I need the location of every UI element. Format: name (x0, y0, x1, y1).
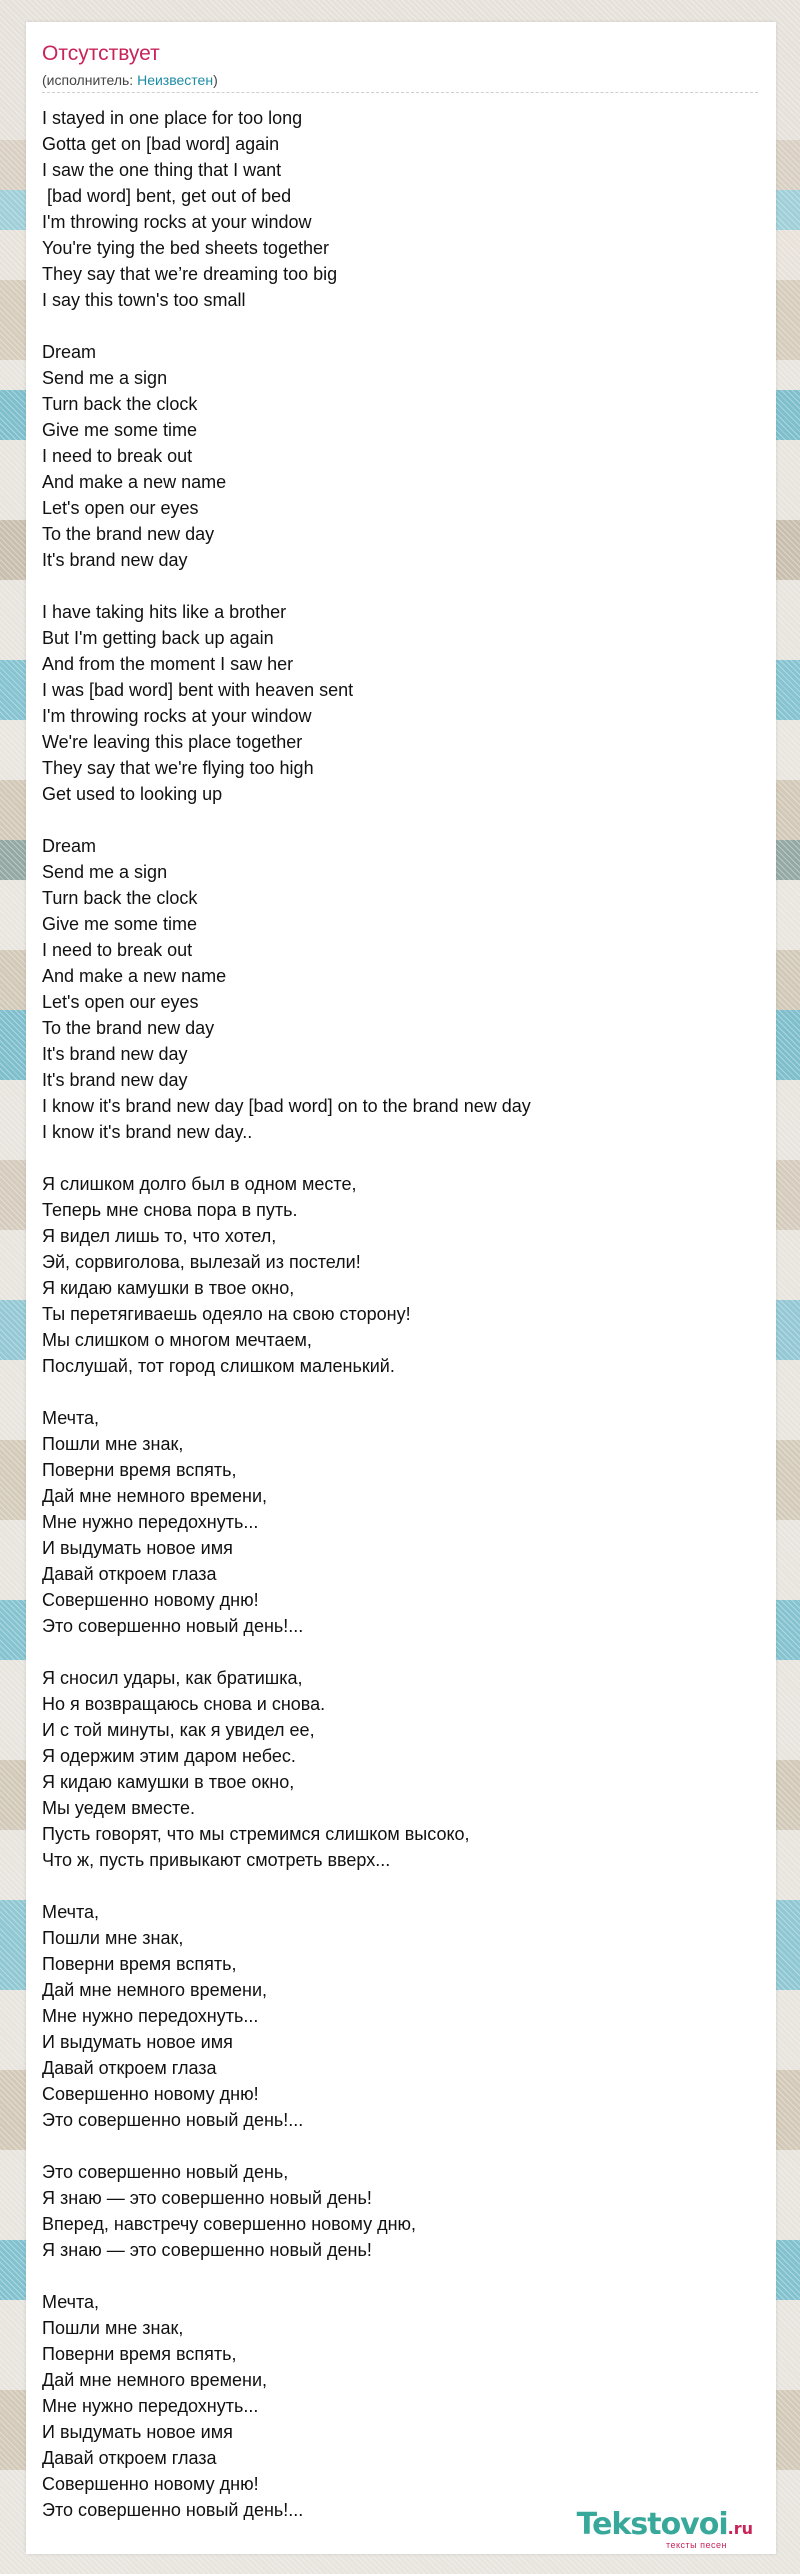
lyric-line: Поверни время вспять, (42, 1954, 237, 1974)
stanza-gap (42, 573, 758, 599)
lyrics-text (42, 105, 758, 2523)
lyric-line: I'm throwing rocks at your window (42, 706, 312, 726)
lyric-line: Я слишком долго был в одном месте, (42, 1174, 357, 1194)
lyric-line: Мечта, (42, 1408, 100, 1428)
stanza-gap (42, 1873, 758, 1899)
lyric-line: Пусть говорят, что мы стремимся слишком высоко, (42, 1824, 470, 1844)
lyric-line: Gotta get on [bad word] again (42, 134, 280, 154)
lyric-line: Let's open our eyes (42, 992, 199, 1012)
lyric-line: I need to break out (42, 940, 193, 960)
lyric-line: I stayed in one place for too long (42, 108, 303, 128)
lyric-line: Let's open our eyes (42, 498, 199, 518)
lyric-line: Давай откроем глаза (42, 2058, 217, 2078)
stanza-gap (42, 1379, 758, 1405)
lyric-line: [bad word] bent, get out of bed (42, 186, 292, 206)
lyric-line: Эй, сорвиголова, вылезай из постели! (42, 1252, 361, 1272)
lyric-line: Я видел лишь то, что хотел, (42, 1226, 277, 1246)
logo-name: Tekstovoi (576, 2507, 728, 2542)
lyric-line: Вперед, навстречу совершенно новому дню, (42, 2214, 417, 2234)
lyric-line: Совершенно новому дню! (42, 1590, 259, 1610)
lyric-line: Dream (42, 342, 97, 362)
lyric-line: Мечта, (42, 1902, 100, 1922)
lyric-line: Совершенно новому дню! (42, 2474, 259, 2494)
lyric-line: Мечта, (42, 2292, 100, 2312)
stanza-gap (42, 807, 758, 833)
lyric-line: Мы слишком о многом мечтаем, (42, 1330, 312, 1350)
lyric-line: Мне нужно передохнуть... (42, 2006, 259, 2026)
header-divider (42, 92, 758, 93)
lyric-line: It's brand new day (42, 1070, 188, 1090)
lyric-line: Get used to looking up (42, 784, 223, 804)
stanza-gap (42, 1145, 758, 1171)
lyric-line: I'm throwing rocks at your window (42, 212, 312, 232)
lyric-line: Dream (42, 836, 97, 856)
lyric-line: Я знаю — это совершенно новый день! (42, 2240, 372, 2260)
lyric-line: Мне нужно передохнуть... (42, 1512, 259, 1532)
lyric-line: Давай откроем глаза (42, 2448, 217, 2468)
lyric-line: Give me some time (42, 420, 198, 440)
lyric-line: Но я возвращаюсь снова и снова. (42, 1694, 326, 1714)
artist-prefix: (исполнитель: (42, 72, 138, 88)
stanza-gap (42, 2133, 758, 2159)
lyric-line: Совершенно новому дню! (42, 2084, 259, 2104)
lyric-line: Поверни время вспять, (42, 2344, 237, 2364)
lyric-line: Это совершенно новый день, (42, 2162, 289, 2182)
lyric-line: And make a new name (42, 966, 227, 986)
lyric-line: Give me some time (42, 914, 198, 934)
lyric-line: Turn back the clock (42, 888, 198, 908)
lyric-line: You're tying the bed sheets together (42, 238, 329, 258)
lyric-line: We're leaving this place together (42, 732, 303, 752)
lyric-line: I say this town's too small (42, 290, 246, 310)
song-title: Отсутствует (42, 42, 160, 65)
lyric-line: To the brand new day (42, 524, 215, 544)
stanza-gap (42, 1639, 758, 1665)
lyric-line: Пошли мне знак, (42, 1434, 184, 1454)
logo-tld: .ru (727, 2519, 753, 2538)
lyric-line: They say that we're flying too high (42, 758, 314, 778)
lyric-line: Я одержим этим даром небес. (42, 1746, 296, 1766)
lyric-line: Send me a sign (42, 368, 168, 388)
lyric-line: But I'm getting back up again (42, 628, 274, 648)
lyric-line: Send me a sign (42, 862, 168, 882)
lyric-line: Мы уедем вместе. (42, 1798, 196, 1818)
lyric-line: It's brand new day (42, 550, 188, 570)
lyric-line: I was [bad word] bent with heaven sent (42, 680, 354, 700)
lyric-line: Я кидаю камушки в твое окно, (42, 1772, 295, 1792)
lyric-line: Это совершенно новый день!... (42, 1616, 304, 1636)
lyric-line: Послушай, тот город слишком маленький. (42, 1356, 395, 1376)
artist-line (42, 71, 218, 89)
stanza-gap (42, 313, 758, 339)
lyric-line: И выдумать новое имя (42, 2032, 233, 2052)
lyric-line: I know it's brand new day.. (42, 1122, 253, 1142)
lyric-line: I need to break out (42, 446, 193, 466)
logo-tagline: тексты песен (665, 2540, 727, 2550)
lyric-line: Turn back the clock (42, 394, 198, 414)
lyric-line: I know it's brand new day [bad word] on to the brand new day (42, 1096, 531, 1116)
lyric-line: Давай откроем глаза (42, 1564, 217, 1584)
lyric-line: Поверни время вспять, (42, 1460, 237, 1480)
lyric-line: И выдумать новое имя (42, 1538, 233, 1558)
lyric-line: And make a new name (42, 472, 227, 492)
lyric-line: Ты перетягиваешь одеяло на свою сторону! (42, 1304, 411, 1324)
lyric-line: Что ж, пусть привыкают смотреть вверх... (42, 1850, 391, 1870)
lyrics-card (26, 22, 776, 2554)
lyric-line: Мне нужно передохнуть... (42, 2396, 259, 2416)
lyric-line: И выдумать новое имя (42, 2422, 233, 2442)
lyric-line: Теперь мне снова пора в путь. (42, 1200, 298, 1220)
lyric-line: Дай мне немного времени, (42, 1486, 268, 1506)
lyric-line: Я сносил удары, как братишка, (42, 1668, 303, 1688)
lyric-line: Пошли мне знак, (42, 1928, 184, 1948)
lyric-line: I saw the one thing that I want (42, 160, 282, 180)
lyric-line: Дай мне немного времени, (42, 2370, 268, 2390)
lyric-line: And from the moment I saw her (42, 654, 294, 674)
lyric-line: Это совершенно новый день!... (42, 2500, 304, 2520)
lyric-line: It's brand new day (42, 1044, 188, 1064)
lyric-line: Я кидаю камушки в твое окно, (42, 1278, 295, 1298)
site-logo[interactable] (577, 2508, 753, 2550)
lyric-line: Пошли мне знак, (42, 2318, 184, 2338)
stanza-gap (42, 2263, 758, 2289)
artist-suffix: ) (213, 72, 218, 88)
lyric-line: I have taking hits like a brother (42, 602, 287, 622)
artist-link[interactable]: Неизвестен (137, 72, 214, 88)
lyric-line: To the brand new day (42, 1018, 215, 1038)
lyric-line: Это совершенно новый день!... (42, 2110, 304, 2130)
lyric-line: Дай мне немного времени, (42, 1980, 268, 2000)
lyric-line: Я знаю — это совершенно новый день! (42, 2188, 372, 2208)
lyric-line: И с той минуты, как я увидел ее, (42, 1720, 315, 1740)
lyric-line: They say that we’re dreaming too big (42, 264, 338, 284)
